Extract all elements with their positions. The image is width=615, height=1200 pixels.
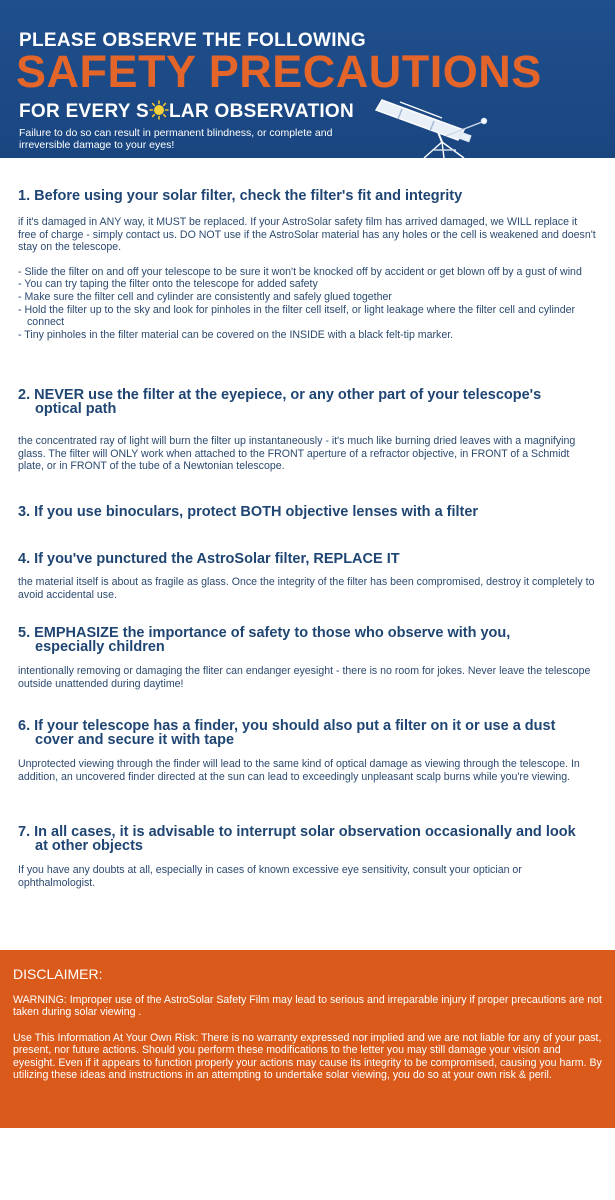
checklist-item: - Make sure the filter cell and cylinder are consistently and safely glued together <box>18 290 392 303</box>
section-3 <box>18 505 598 519</box>
checklist-item: - You can try taping the filter onto the telescope for added safety <box>18 278 318 291</box>
section-7-title <box>18 825 598 853</box>
disclaimer-box <box>0 950 615 1128</box>
section-1-title: 1. Before using your solar filter, check the filter's fit and integrity <box>18 188 463 204</box>
section-5-body: intentionally removing or damaging the fliter can endanger eyesight - there is no room for jokes. Never leave the telescope outside unattended during daytime! <box>18 665 591 690</box>
section-4 <box>18 552 598 601</box>
section-1-body <box>18 216 598 341</box>
header-banner <box>0 0 615 158</box>
section-7-title-line-1: 7. In all cases, it is advisable to interrupt solar observation occasionally and look <box>18 824 576 840</box>
section-7-body: If you have any doubts at all, especially in cases of known excessive eye sensitivity, consult your optician or ophthalmologist. <box>18 864 522 889</box>
section-2-title-line-2: optical path <box>35 401 117 417</box>
checklist-item: - Slide the filter on and off your telescope to be sure it won't be knocked off by accident or get blown off by a gust of wind <box>18 265 582 278</box>
disclaimer-risk-notice: Use This Information At Your Own Risk: There is no warranty expressed nor implied and we are not liable for any of your past, present, nor future actions. Should you perform these modifications to the letter you may still damage your vision and eyesight. Even if it appears to function properly your actions may cause its integrity to be compromised, causing you harm. By utilizing these ideas and instructions in an attempting to undertake solar viewing, you do so at your own risk & peril. <box>13 1032 602 1082</box>
section-6-body: Unprotected viewing through the finder will lead to the same kind of optical damage as viewing through the telescope. In addition, an uncovered finder directed at the sun can lead to exceedingly unpleasant scalp burns while you're viewing. <box>18 758 580 783</box>
section-6-title <box>18 719 598 747</box>
section-3-title: 3. If you use binoculars, protect BOTH objective lenses with a filter <box>18 504 479 520</box>
section-5-title <box>18 626 598 654</box>
disclaimer-title: DISCLAIMER: <box>13 966 103 982</box>
section-2-title <box>18 388 598 416</box>
section-4-body: the material itself is about as fragile as glass. Once the integrity of the filter has been compromised, destroy it completely to avoid accidental use. <box>18 576 595 601</box>
section-7-title-line-2: at other objects <box>35 838 143 854</box>
section-7 <box>18 825 598 889</box>
header-line-3-start: FOR EVERY S <box>19 101 150 122</box>
section-6-title-line-1: 6. If your telescope has a finder, you should also put a filter on it or use a dust <box>18 718 556 734</box>
header-title: SAFETY PRECAUTIONS <box>16 46 542 97</box>
disclaimer-warning: WARNING: Improper use of the AstroSolar Safety Film may lead to serious and irreparable injury if proper precautions are not taken during solar viewing . <box>13 994 602 1019</box>
section-2-title-line-1: 2. NEVER use the filter at the eyepiece, or any other part of your telescope's <box>18 387 542 403</box>
sun-icon <box>149 100 169 120</box>
header-line-3-end: LAR OBSERVATION <box>169 101 355 122</box>
section-5-title-line-1: 5. EMPHASIZE the importance of safety to those who observe with you, <box>18 625 511 641</box>
section-1-checklist <box>18 266 598 342</box>
section-4-title: 4. If you've punctured the AstroSolar filter, REPLACE IT <box>18 551 400 567</box>
header-warning: Failure to do so can result in permanent blindness, or complete and irreversible damage to your eyes! <box>19 127 333 151</box>
section-6 <box>18 719 598 783</box>
section-5 <box>18 626 598 690</box>
checklist-item: - Tiny pinholes in the filter material can be covered on the INSIDE with a black felt-tip marker. <box>18 328 454 341</box>
section-2 <box>18 388 598 473</box>
checklist-item: - Hold the filter up to the sky and look for pinholes in the filter cell itself, or light leakage where the filter cell and cylinder connect <box>18 303 576 329</box>
telescope-icon <box>372 92 502 158</box>
section-1 <box>18 189 598 341</box>
section-6-title-line-2: cover and secure it with tape <box>35 732 235 748</box>
header-line-3 <box>19 100 354 123</box>
section-1-intro: if it's damaged in ANY way, it MUST be replaced. If your AstroSolar safety film has arrived damaged, we WILL replace it free of charge - simply contact us. DO NOT use if the AstroSolar material has any holes or the cell is weakened and doesn't stay on the telescope. <box>18 216 596 254</box>
section-5-title-line-2: especially children <box>35 639 165 655</box>
section-2-body: the concentrated ray of light will burn the filter up instantaneously - it's much like burning dried leaves with a magnifying glass. The filter will ONLY work when attached to the FRONT aperture of a refractor objective, in FRONT of a Schmidt plate, or in FRONT of the tube of a Newtonian telescope. <box>18 435 576 473</box>
header-line-1: PLEASE OBSERVE THE FOLLOWING <box>19 30 366 51</box>
